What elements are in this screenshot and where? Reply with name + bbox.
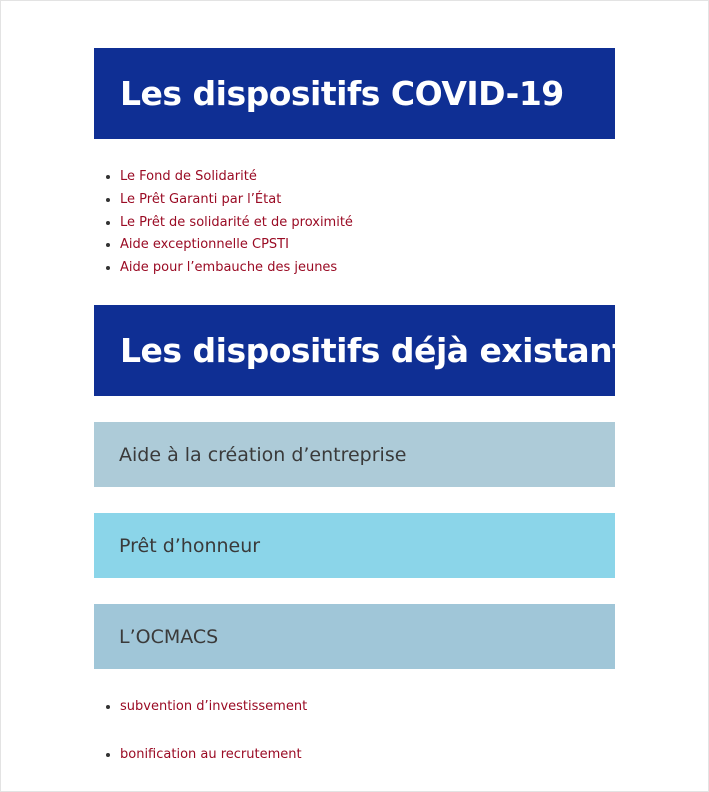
list-item [120, 212, 353, 235]
accordion-label: Aide à la création d’entreprise [119, 443, 407, 466]
covid-section-banner [94, 48, 615, 139]
link-subvention-investissement[interactable]: subvention d’investissement [120, 699, 308, 714]
link-bonification-recrutement[interactable]: bonification au recrutement [120, 747, 302, 762]
link-aide-embauche-jeunes[interactable]: Aide pour l’embauche des jeunes [120, 260, 338, 276]
covid-links-list [94, 166, 353, 280]
existing-section-title: Les dispositifs déjà existants [120, 331, 647, 370]
accordion-label: Prêt d’honneur [119, 534, 261, 557]
list-item [120, 696, 307, 718]
list-item [120, 234, 353, 257]
list-item [120, 166, 353, 189]
list-item [120, 744, 307, 766]
link-aide-cpsti[interactable]: Aide exceptionnelle CPSTI [120, 237, 289, 253]
accordion-label: L’OCMACS [119, 625, 219, 648]
link-fond-solidarite[interactable]: Le Fond de Solidarité [120, 169, 257, 184]
ocmacs-links-list [94, 696, 307, 792]
link-pret-garanti-etat[interactable]: Le Prêt Garanti par l’État [120, 191, 282, 207]
accordion-ocmacs[interactable] [94, 604, 615, 669]
accordion-aide-creation[interactable] [94, 422, 615, 487]
existing-section-banner [94, 305, 647, 396]
link-pret-solidarite-proximite[interactable]: Le Prêt de solidarité et de proximité [120, 214, 353, 230]
covid-section-title: Les dispositifs COVID-19 [120, 74, 564, 113]
list-item [120, 189, 353, 212]
list-item [120, 257, 353, 280]
accordion-pret-honneur[interactable] [94, 513, 615, 578]
